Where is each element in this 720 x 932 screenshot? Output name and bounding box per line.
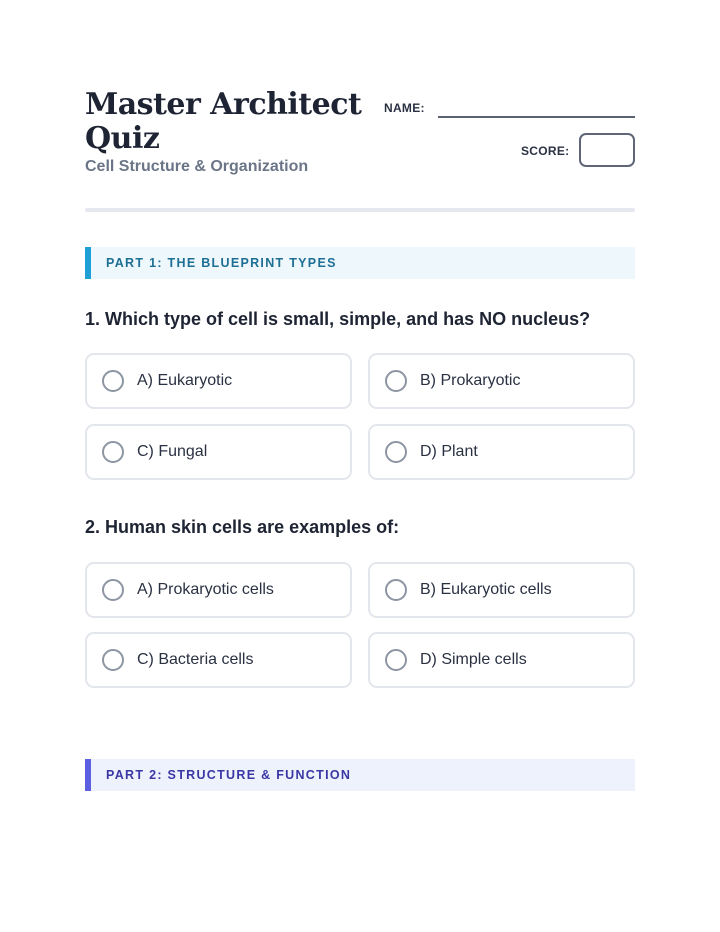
option-label: D) Simple cells [420,651,527,668]
header-divider [85,208,635,212]
radio-button[interactable] [385,649,407,671]
option-label: A) Prokaryotic cells [137,581,274,598]
radio-button[interactable] [102,649,124,671]
q2-option-b[interactable] [368,562,635,618]
q1-option-d[interactable] [368,424,635,480]
q1-option-c[interactable] [85,424,352,480]
question-2: 2. Human skin cells are examples of: [85,517,400,537]
score-label: SCORE: [521,144,570,158]
radio-button[interactable] [102,441,124,463]
radio-button[interactable] [385,370,407,392]
q2-option-c[interactable] [85,632,352,688]
option-label: A) Eukaryotic [137,372,233,389]
option-label: B) Eukaryotic cells [420,581,552,598]
page-subtitle: Cell Structure & Organization [85,158,309,175]
part-2-heading: PART 2: STRUCTURE & FUNCTION [85,759,635,791]
option-label: C) Bacteria cells [137,651,254,668]
option-label: B) Prokaryotic [420,372,521,389]
score-field[interactable] [579,133,635,167]
option-label: D) Plant [420,443,478,460]
radio-button[interactable] [102,579,124,601]
radio-button[interactable] [385,579,407,601]
page-title: Master Architect Quiz [85,87,362,156]
radio-button[interactable] [385,441,407,463]
question-1: 1. Which type of cell is small, simple, and has NO nucleus? [85,309,591,329]
quiz-header [85,88,635,188]
option-label: C) Fungal [137,443,208,460]
q2-option-a[interactable] [85,562,352,618]
name-label: NAME: [384,101,425,115]
q2-option-d[interactable] [368,632,635,688]
part-1-heading: PART 1: THE BLUEPRINT TYPES [85,247,635,279]
q1-option-a[interactable] [85,353,352,409]
q1-option-b[interactable] [368,353,635,409]
radio-button[interactable] [102,370,124,392]
name-field[interactable] [438,116,635,118]
